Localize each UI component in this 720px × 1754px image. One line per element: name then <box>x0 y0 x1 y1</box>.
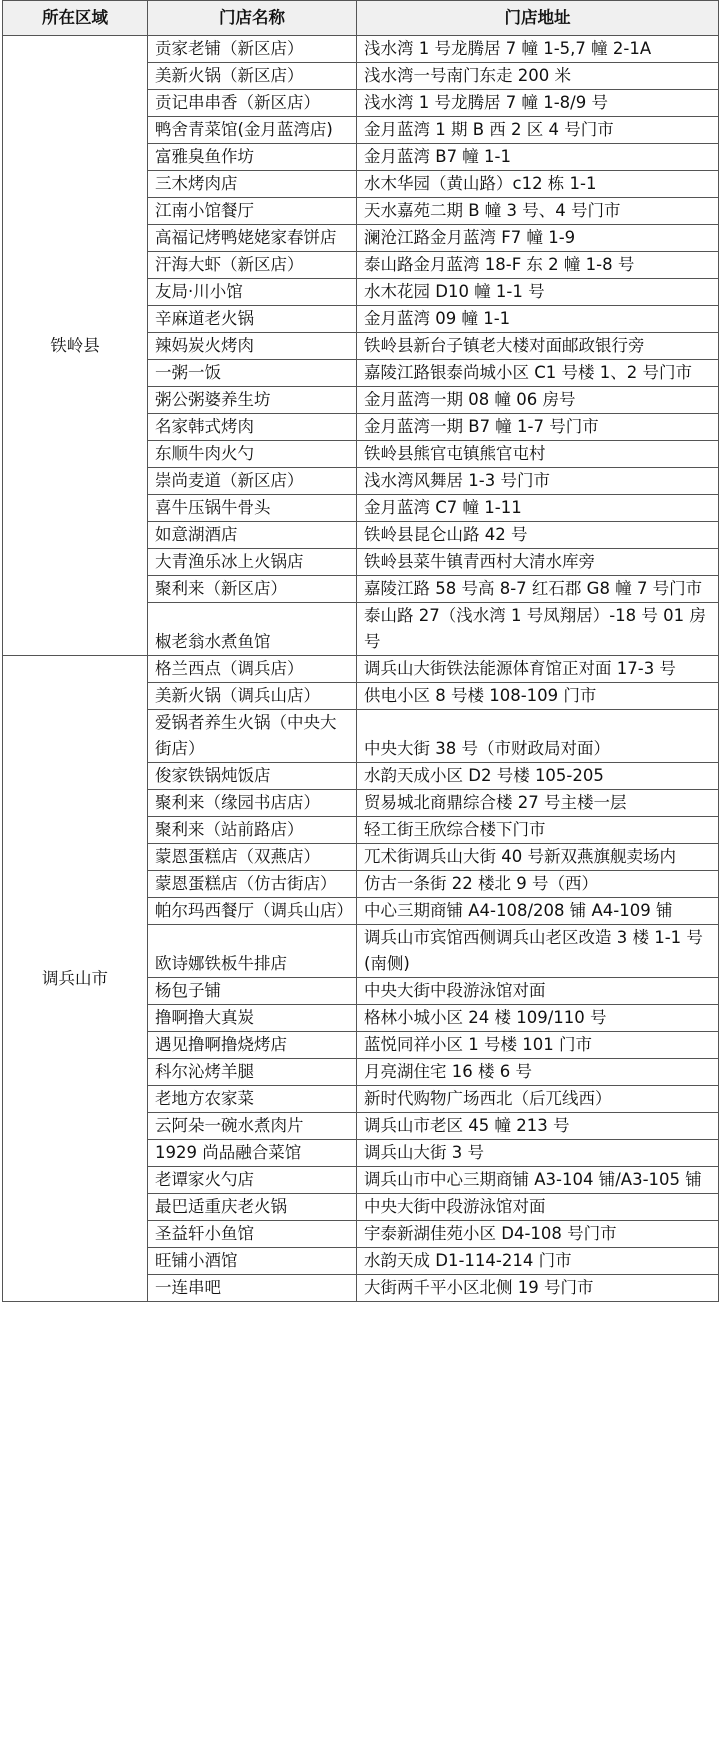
store-address-cell: 仿古一条街 22 楼北 9 号（西） <box>357 871 719 898</box>
store-name-cell: 旺铺小酒馆 <box>148 1248 357 1275</box>
store-name-cell: 俊家铁锅炖饭店 <box>148 763 357 790</box>
store-name-cell: 江南小馆餐厅 <box>148 198 357 225</box>
store-address-cell: 铁岭县昆仑山路 42 号 <box>357 522 719 549</box>
store-name-cell: 爱锅者养生火锅（中央大街店） <box>148 710 357 763</box>
store-name-cell: 欧诗娜铁板牛排店 <box>148 925 357 978</box>
store-name-cell: 喜牛压锅牛骨头 <box>148 495 357 522</box>
store-name-cell: 辣妈炭火烤肉 <box>148 333 357 360</box>
store-address-cell: 供电小区 8 号楼 108-109 门市 <box>357 683 719 710</box>
store-address-cell: 嘉陵江路银泰尚城小区 C1 号楼 1、2 号门市 <box>357 360 719 387</box>
store-address-cell: 大街两千平小区北侧 19 号门市 <box>357 1275 719 1302</box>
store-address-cell: 泰山路 27（浅水湾 1 号凤翔居）-18 号 01 房号 <box>357 603 719 656</box>
store-address-cell: 金月蓝湾一期 08 幢 06 房号 <box>357 387 719 414</box>
store-name-cell: 1929 尚品融合菜馆 <box>148 1140 357 1167</box>
header-region: 所在区域 <box>3 1 148 36</box>
store-name-cell: 辛麻道老火锅 <box>148 306 357 333</box>
store-name-cell: 聚利来（缘园书店店） <box>148 790 357 817</box>
region-cell: 铁岭县 <box>3 36 148 656</box>
store-name-cell: 贡家老铺（新区店） <box>148 36 357 63</box>
table-row <box>3 656 719 683</box>
store-name-cell: 聚利来（站前路店） <box>148 817 357 844</box>
store-name-cell: 一粥一饭 <box>148 360 357 387</box>
store-name-cell: 鸭舍青菜馆(金月蓝湾店) <box>148 117 357 144</box>
store-address-cell: 宇泰新湖佳苑小区 D4-108 号门市 <box>357 1221 719 1248</box>
store-name-cell: 粥公粥婆养生坊 <box>148 387 357 414</box>
store-address-cell: 格林小城小区 24 楼 109/110 号 <box>357 1005 719 1032</box>
store-name-cell: 圣益轩小鱼馆 <box>148 1221 357 1248</box>
store-address-cell: 铁岭县菜牛镇青西村大清水库旁 <box>357 549 719 576</box>
store-table <box>2 0 719 1302</box>
store-address-cell: 月亮湖住宅 16 楼 6 号 <box>357 1059 719 1086</box>
store-address-cell: 水韵天成小区 D2 号楼 105-205 <box>357 763 719 790</box>
store-name-cell: 云阿朵一碗水煮肉片 <box>148 1113 357 1140</box>
store-address-cell: 金月蓝湾 09 幢 1-1 <box>357 306 719 333</box>
store-name-cell: 聚利来（新区店） <box>148 576 357 603</box>
store-address-cell: 调兵山大街铁法能源体育馆正对面 17-3 号 <box>357 656 719 683</box>
store-name-cell: 友局·川小馆 <box>148 279 357 306</box>
store-name-cell: 蒙恩蛋糕店（仿古街店） <box>148 871 357 898</box>
store-address-cell: 中央大街中段游泳馆对面 <box>357 978 719 1005</box>
store-address-cell: 金月蓝湾 1 期 B 西 2 区 4 号门市 <box>357 117 719 144</box>
store-name-cell: 东顺牛肉火勺 <box>148 441 357 468</box>
store-address-cell: 兀术街调兵山大街 40 号新双燕旗舰卖场内 <box>357 844 719 871</box>
store-name-cell: 大青渔乐冰上火锅店 <box>148 549 357 576</box>
store-address-cell: 铁岭县熊官屯镇熊官屯村 <box>357 441 719 468</box>
store-address-cell: 水木华园（黄山路）c12 栋 1-1 <box>357 171 719 198</box>
store-address-cell: 贸易城北商鼎综合楼 27 号主楼一层 <box>357 790 719 817</box>
store-address-cell: 天水嘉苑二期 B 幢 3 号、4 号门市 <box>357 198 719 225</box>
store-address-cell: 泰山路金月蓝湾 18-F 东 2 幢 1-8 号 <box>357 252 719 279</box>
store-name-cell: 格兰西点（调兵店） <box>148 656 357 683</box>
store-address-cell: 调兵山市宾馆西侧调兵山老区改造 3 楼 1-1 号(南侧) <box>357 925 719 978</box>
store-name-cell: 老地方农家菜 <box>148 1086 357 1113</box>
store-name-cell: 贡记串串香（新区店） <box>148 90 357 117</box>
store-address-cell: 浅水湾 1 号龙腾居 7 幢 1-8/9 号 <box>357 90 719 117</box>
store-name-cell: 高福记烤鸭姥姥家春饼店 <box>148 225 357 252</box>
region-cell: 调兵山市 <box>3 656 148 1302</box>
store-address-cell: 调兵山市老区 45 幢 213 号 <box>357 1113 719 1140</box>
store-address-cell: 浅水湾一号南门东走 200 米 <box>357 63 719 90</box>
header-store-address: 门店地址 <box>357 1 719 36</box>
store-address-cell: 调兵山市中心三期商铺 A3-104 铺/A3-105 铺 <box>357 1167 719 1194</box>
store-name-cell: 美新火锅（调兵山店） <box>148 683 357 710</box>
store-name-cell: 三木烤肉店 <box>148 171 357 198</box>
store-name-cell: 一连串吧 <box>148 1275 357 1302</box>
store-address-cell: 浅水湾 1 号龙腾居 7 幢 1-5,7 幢 2-1A <box>357 36 719 63</box>
store-address-cell: 澜沧江路金月蓝湾 F7 幢 1-9 <box>357 225 719 252</box>
store-name-cell: 如意湖酒店 <box>148 522 357 549</box>
store-name-cell: 老谭家火勺店 <box>148 1167 357 1194</box>
store-name-cell: 椒老翁水煮鱼馆 <box>148 603 357 656</box>
table-row <box>3 36 719 63</box>
store-name-cell: 遇见撸啊撸烧烤店 <box>148 1032 357 1059</box>
store-address-cell: 铁岭县新台子镇老大楼对面邮政银行旁 <box>357 333 719 360</box>
store-address-cell: 浅水湾风舞居 1-3 号门市 <box>357 468 719 495</box>
header-store-name: 门店名称 <box>148 1 357 36</box>
store-address-cell: 水韵天成 D1-114-214 门市 <box>357 1248 719 1275</box>
store-name-cell: 富雅臭鱼作坊 <box>148 144 357 171</box>
store-name-cell: 蒙恩蛋糕店（双燕店） <box>148 844 357 871</box>
store-name-cell: 杨包子铺 <box>148 978 357 1005</box>
store-address-cell: 中心三期商铺 A4-108/208 铺 A4-109 铺 <box>357 898 719 925</box>
store-address-cell: 嘉陵江路 58 号高 8-7 红石郡 G8 幢 7 号门市 <box>357 576 719 603</box>
store-name-cell: 帕尔玛西餐厅（调兵山店） <box>148 898 357 925</box>
store-name-cell: 名家韩式烤肉 <box>148 414 357 441</box>
store-address-cell: 水木花园 D10 幢 1-1 号 <box>357 279 719 306</box>
store-address-cell: 调兵山大街 3 号 <box>357 1140 719 1167</box>
store-address-cell: 轻工街王欣综合楼下门市 <box>357 817 719 844</box>
store-name-cell: 最巴适重庆老火锅 <box>148 1194 357 1221</box>
store-address-cell: 蓝悦同祥小区 1 号楼 101 门市 <box>357 1032 719 1059</box>
store-name-cell: 汗海大虾（新区店） <box>148 252 357 279</box>
store-name-cell: 科尔沁烤羊腿 <box>148 1059 357 1086</box>
store-name-cell: 美新火锅（新区店） <box>148 63 357 90</box>
table-body <box>3 36 719 1302</box>
store-address-cell: 中央大街中段游泳馆对面 <box>357 1194 719 1221</box>
store-address-cell: 金月蓝湾 B7 幢 1-1 <box>357 144 719 171</box>
store-name-cell: 撸啊撸大真炭 <box>148 1005 357 1032</box>
store-address-cell: 金月蓝湾一期 B7 幢 1-7 号门市 <box>357 414 719 441</box>
store-address-cell: 中央大街 38 号（市财政局对面） <box>357 710 719 763</box>
store-address-cell: 新时代购物广场西北（后兀线西） <box>357 1086 719 1113</box>
store-address-cell: 金月蓝湾 C7 幢 1-11 <box>357 495 719 522</box>
store-name-cell: 崇尚麦道（新区店） <box>148 468 357 495</box>
header-row <box>3 1 719 36</box>
